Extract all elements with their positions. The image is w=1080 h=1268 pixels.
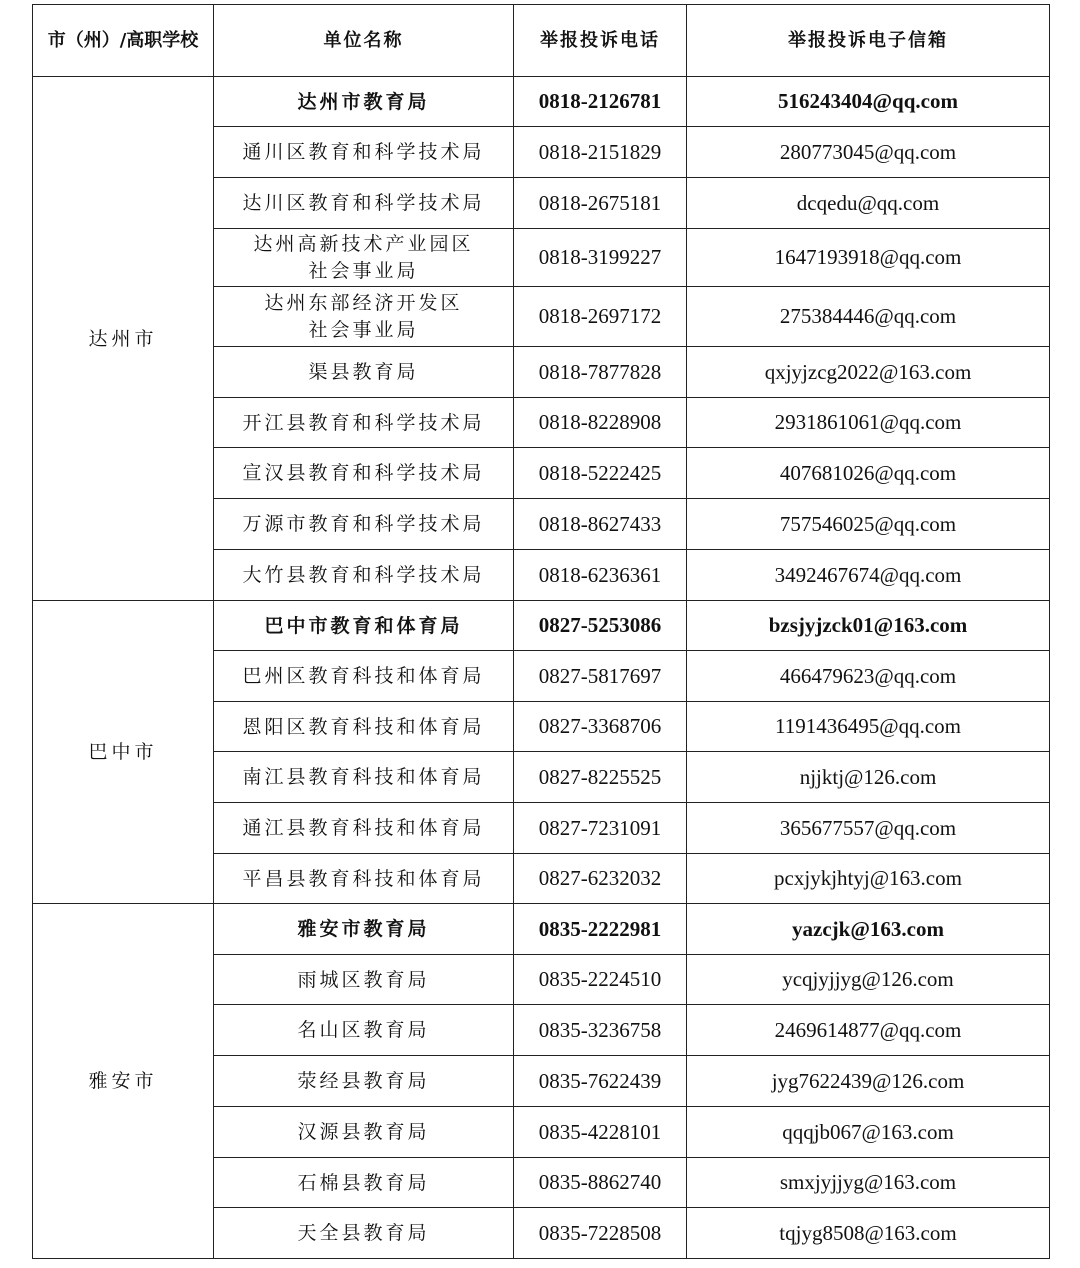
unit-name-line: 南江县教育科技和体育局 <box>242 766 485 788</box>
unit-name-cell <box>214 178 514 229</box>
city-cell: 达州市 <box>33 77 214 601</box>
unit-name-line: 达州东部经济开发区 <box>264 291 463 314</box>
unit-name-line: 通江县教育科技和体育局 <box>242 817 485 839</box>
unit-name-line: 名山区教育局 <box>297 1019 430 1041</box>
phone-cell: 0818-6236361 <box>514 550 687 601</box>
phone-cell: 0835-2224510 <box>514 955 687 1005</box>
unit-name-cell <box>214 499 514 550</box>
unit-name-cell <box>214 854 514 904</box>
unit-name-cell <box>214 550 514 601</box>
phone-cell: 0835-8862740 <box>514 1158 687 1208</box>
unit-name-line: 达州市教育局 <box>297 90 430 113</box>
email-cell: 2931861061@qq.com <box>687 398 1050 448</box>
phone-cell: 0818-2697172 <box>514 287 687 347</box>
email-cell: 516243404@qq.com <box>687 77 1050 127</box>
table-body <box>33 77 1050 1259</box>
email-cell: ycqjyjjyg@126.com <box>687 955 1050 1005</box>
unit-name-line-2: 社会事业局 <box>308 318 419 341</box>
email-cell: pcxjykjhtyj@163.com <box>687 854 1050 904</box>
email-cell: 1191436495@qq.com <box>687 702 1050 752</box>
unit-name-cell <box>214 752 514 803</box>
unit-name-cell <box>214 127 514 178</box>
unit-name-cell <box>214 229 514 287</box>
unit-name-cell <box>214 1208 514 1259</box>
email-cell: 365677557@qq.com <box>687 803 1050 854</box>
phone-cell: 0835-2222981 <box>514 904 687 955</box>
phone-cell: 0818-2151829 <box>514 127 687 178</box>
unit-name-cell <box>214 955 514 1005</box>
email-cell: qxjyjzcg2022@163.com <box>687 347 1050 398</box>
table-row <box>33 601 1050 651</box>
email-cell: 275384446@qq.com <box>687 287 1050 347</box>
unit-name-cell <box>214 904 514 955</box>
unit-name-line: 达州高新技术产业园区 <box>253 232 474 255</box>
email-cell: jyg7622439@126.com <box>687 1056 1050 1107</box>
unit-name-line: 巴中市教育和体育局 <box>264 614 463 637</box>
unit-name-cell <box>214 287 514 347</box>
unit-name-line: 巴州区教育科技和体育局 <box>242 665 485 687</box>
phone-cell: 0827-5817697 <box>514 651 687 702</box>
unit-name-line: 恩阳区教育科技和体育局 <box>242 715 485 738</box>
unit-name-cell <box>214 448 514 499</box>
email-cell: 2469614877@qq.com <box>687 1005 1050 1056</box>
phone-cell: 0835-4228101 <box>514 1107 687 1158</box>
unit-name-line: 天全县教育局 <box>297 1222 430 1244</box>
email-cell: bzsjyjzck01@163.com <box>687 601 1050 651</box>
header-email: 举报投诉电子信箱 <box>687 5 1050 77</box>
unit-name-line: 大竹县教育和科学技术局 <box>242 564 485 586</box>
unit-name-cell <box>214 702 514 752</box>
email-cell: 3492467674@qq.com <box>687 550 1050 601</box>
header-row <box>33 5 1050 77</box>
unit-name-cell <box>214 398 514 448</box>
email-cell: 757546025@qq.com <box>687 499 1050 550</box>
header-city: 市（州）/高职学校 <box>33 5 214 77</box>
phone-cell: 0818-8627433 <box>514 499 687 550</box>
email-cell: 466479623@qq.com <box>687 651 1050 702</box>
unit-name-line: 渠县教育局 <box>308 361 419 383</box>
unit-name-line: 汉源县教育局 <box>297 1121 430 1143</box>
phone-cell: 0827-3368706 <box>514 702 687 752</box>
unit-name-cell <box>214 1056 514 1107</box>
unit-name-line: 通川区教育和科学技术局 <box>242 141 485 163</box>
email-cell: 407681026@qq.com <box>687 448 1050 499</box>
unit-name-cell <box>214 651 514 702</box>
unit-name-cell <box>214 347 514 398</box>
unit-name-line: 雅安市教育局 <box>297 918 430 940</box>
phone-cell: 0818-7877828 <box>514 347 687 398</box>
phone-cell: 0827-6232032 <box>514 854 687 904</box>
phone-cell: 0818-3199227 <box>514 229 687 287</box>
email-cell: 1647193918@qq.com <box>687 229 1050 287</box>
unit-name-line: 雨城区教育局 <box>297 968 430 991</box>
email-cell: dcqedu@qq.com <box>687 178 1050 229</box>
phone-cell: 0818-2675181 <box>514 178 687 229</box>
unit-name-line: 荥经县教育局 <box>297 1070 430 1092</box>
phone-cell: 0818-8228908 <box>514 398 687 448</box>
unit-name-line: 平昌县教育科技和体育局 <box>242 867 485 890</box>
email-cell: 280773045@qq.com <box>687 127 1050 178</box>
unit-name-line: 达川区教育和科学技术局 <box>242 192 485 214</box>
phone-cell: 0835-7228508 <box>514 1208 687 1259</box>
unit-name-line: 万源市教育和科学技术局 <box>242 513 485 535</box>
unit-name-cell <box>214 803 514 854</box>
unit-name-line-2: 社会事业局 <box>308 259 419 282</box>
unit-name-cell <box>214 1107 514 1158</box>
unit-name-cell <box>214 601 514 651</box>
table-row <box>33 904 1050 955</box>
email-cell: njjktj@126.com <box>687 752 1050 803</box>
header-phone: 举报投诉电话 <box>514 5 687 77</box>
unit-name-cell <box>214 77 514 127</box>
unit-name-line: 开江县教育和科学技术局 <box>242 411 485 434</box>
unit-name-cell <box>214 1158 514 1208</box>
email-cell: smxjyjjyg@163.com <box>687 1158 1050 1208</box>
city-cell: 雅安市 <box>33 904 214 1259</box>
contact-table <box>32 4 1050 1259</box>
phone-cell: 0818-5222425 <box>514 448 687 499</box>
email-cell: yazcjk@163.com <box>687 904 1050 955</box>
phone-cell: 0827-5253086 <box>514 601 687 651</box>
table-row <box>33 77 1050 127</box>
unit-name-cell <box>214 1005 514 1056</box>
email-cell: qqqjb067@163.com <box>687 1107 1050 1158</box>
unit-name-line: 宣汉县教育和科学技术局 <box>242 462 485 484</box>
phone-cell: 0827-8225525 <box>514 752 687 803</box>
phone-cell: 0835-7622439 <box>514 1056 687 1107</box>
unit-name-line: 石棉县教育局 <box>297 1171 430 1194</box>
phone-cell: 0818-2126781 <box>514 77 687 127</box>
header-unit: 单位名称 <box>214 5 514 77</box>
phone-cell: 0835-3236758 <box>514 1005 687 1056</box>
city-cell: 巴中市 <box>33 601 214 904</box>
phone-cell: 0827-7231091 <box>514 803 687 854</box>
email-cell: tqjyg8508@163.com <box>687 1208 1050 1259</box>
